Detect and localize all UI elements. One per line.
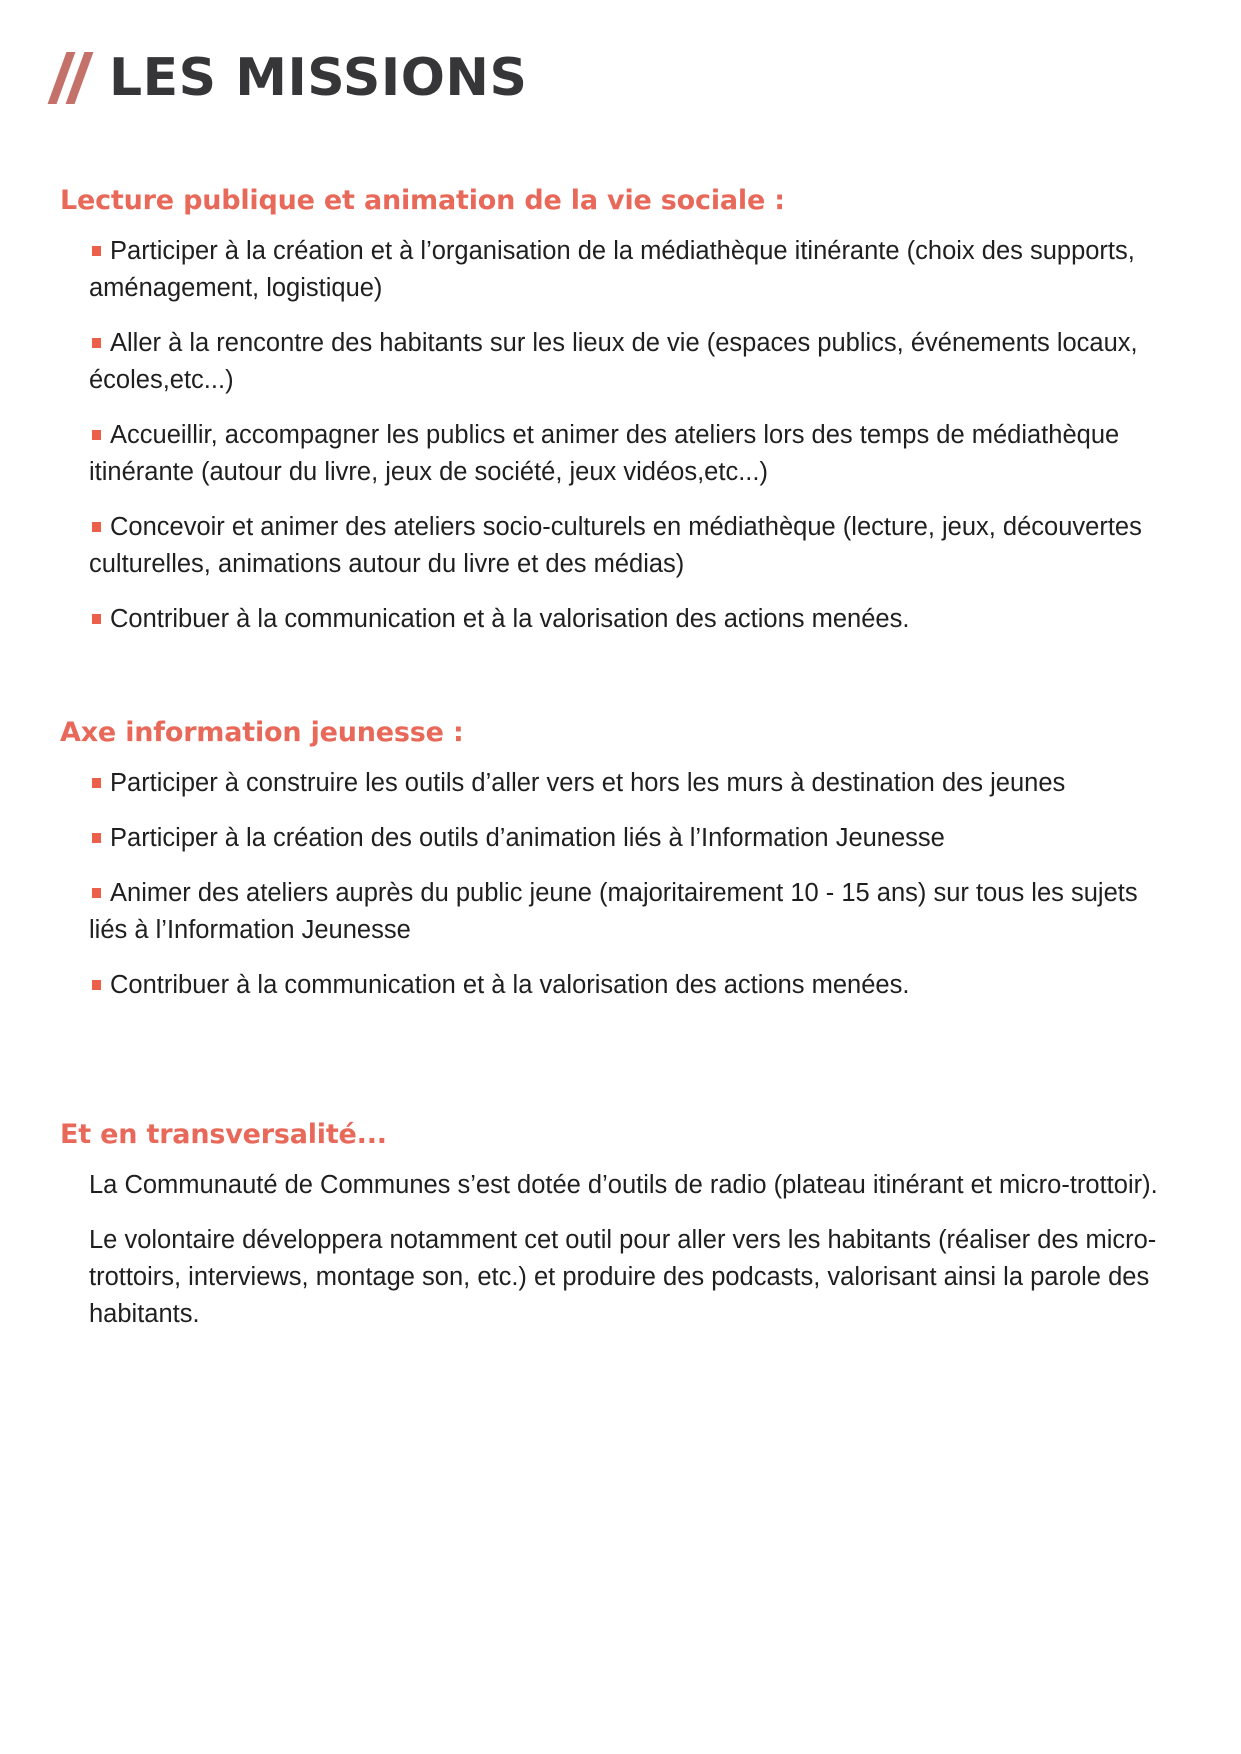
square-bullet-icon (92, 338, 101, 348)
square-bullet-icon (92, 833, 101, 843)
section-lecture-publique (60, 181, 1180, 656)
list-item (89, 820, 1180, 857)
square-bullet-icon (92, 522, 101, 532)
square-bullet-icon (92, 888, 101, 898)
list-item (89, 765, 1180, 802)
section-heading: Axe information jeunesse : (60, 717, 464, 748)
section-transversalite (60, 1115, 1180, 1351)
list-item-text: Aller à la rencontre des habitants sur les lieux de vie (espaces publics, événements locaux, écoles,etc...) (89, 329, 1138, 394)
list-item (89, 509, 1180, 583)
list-item-text: Concevoir et animer des ateliers socio-culturels en médiathèque (lecture, jeux, découvertes culturelles, animations autour du livre et des médias) (89, 513, 1142, 578)
list-item (89, 601, 1180, 638)
list-item (89, 325, 1180, 399)
list-item-text: Contribuer à la communication et à la valorisation des actions menées. (110, 971, 910, 999)
square-bullet-icon (92, 980, 101, 990)
section-heading: Lecture publique et animation de la vie sociale : (60, 185, 785, 216)
list-item (89, 967, 1180, 1004)
list-item-text: Participer à construire les outils d’aller vers et hors les murs à destination des jeunes (110, 769, 1066, 797)
square-bullet-icon (92, 778, 101, 788)
section-information-jeunesse (60, 713, 1180, 1022)
paragraph: Le volontaire développera notamment cet outil pour aller vers les habitants (réaliser des micro-trottoirs, interviews, montage son, etc.) et produire des podcasts, valorisant ainsi la parole des habitants. (89, 1226, 1157, 1328)
paragraph: La Communauté de Communes s’est dotée d’outils de radio (plateau itinérant et micro-trottoir). (89, 1171, 1158, 1199)
section-heading: Et en transversalité... (60, 1119, 387, 1150)
double-slash-icon (57, 48, 93, 108)
square-bullet-icon (92, 430, 101, 440)
list-item (89, 875, 1180, 949)
list-item-text: Contribuer à la communication et à la valorisation des actions menées. (110, 605, 910, 633)
list-item-text: Participer à la création des outils d’animation liés à l’Information Jeunesse (110, 824, 945, 852)
page-title-text: LES MISSIONS (109, 48, 528, 108)
list-item-text: Animer des ateliers auprès du public jeune (majoritairement 10 - 15 ans) sur tous les sujets liés à l’Information Jeunesse (89, 879, 1138, 944)
square-bullet-icon (92, 614, 101, 624)
square-bullet-icon (92, 246, 101, 256)
list-item (89, 233, 1180, 307)
page-title (57, 42, 527, 114)
list-item-text: Participer à la création et à l’organisation de la médiathèque itinérante (choix des supports, aménagement, logistique) (89, 237, 1135, 302)
list-item-text: Accueillir, accompagner les publics et animer des ateliers lors des temps de médiathèque itinérante (autour du livre, jeux de société, jeux vidéos,etc...) (89, 421, 1120, 486)
list-item (89, 417, 1180, 491)
